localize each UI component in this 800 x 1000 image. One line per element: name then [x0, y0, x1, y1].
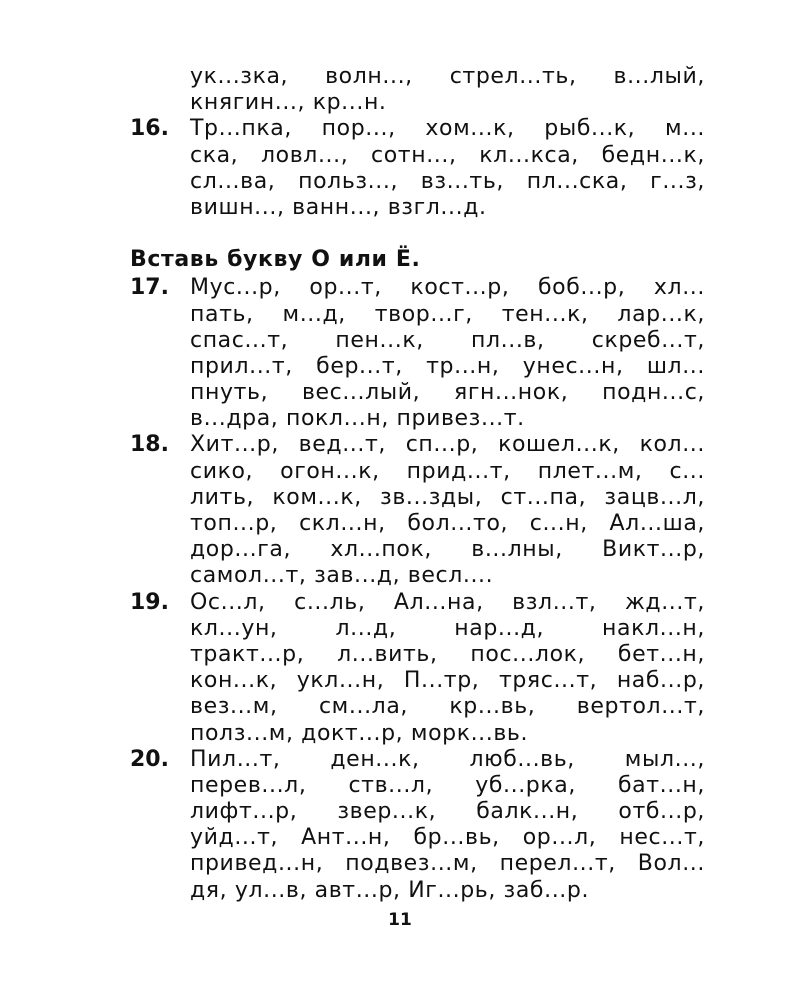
exercise-line: Хит...р, вед...т, сп...р, кошел...к, кол... [190, 432, 705, 458]
exercise-19 [130, 590, 705, 747]
exercise-line: лифт...р, звер...к, балк...н, отб...р, [190, 799, 705, 825]
workbook-page [130, 64, 705, 904]
exercise-line: Пил...т, ден...к, люб...вь, мыл..., [190, 746, 705, 772]
exercise-line: кл...ун, л...д, нар...д, накл...н, [190, 615, 705, 641]
exercise-line: княгин..., кр...н. [190, 90, 387, 116]
exercise-number: 18. [130, 432, 169, 458]
exercise-line: вишн..., ванн..., взгл...д. [190, 194, 487, 220]
exercise-18 [130, 432, 705, 589]
exercise-line: перев...л, ств...л, уб...рка, бат...н, [190, 772, 705, 798]
exercise-number: 20. [130, 746, 169, 772]
exercise-line: кон...к, укл...н, П...тр, тряс...т, наб...р, [190, 668, 705, 694]
exercise-line: пнуть, вес...лый, ягн...нок, подн...с, [190, 380, 705, 406]
exercise-line: уйд...т, Ант...н, бр...вь, ор...л, нес...т, [190, 825, 705, 851]
exercise-line: ук...зка, волн..., стрел...ть, в...лый, [190, 64, 705, 89]
page-number: 11 [388, 910, 412, 930]
exercise-16 [130, 116, 705, 221]
exercise-line: Ос...л, с...ль, Ал...на, взл...т, жд...т, [190, 589, 705, 615]
exercise-line: прил...т, бер...т, тр...н, унес...н, шл... [190, 353, 705, 379]
exercise-line: привед...н, подвез...м, перел...т, Вол... [190, 851, 705, 877]
exercise-number: 19. [130, 589, 169, 615]
exercise-line: Мус...р, ор...т, кост...р, боб...р, хл... [190, 275, 705, 301]
exercise-15-continuation [130, 64, 705, 116]
exercise-line: сл...ва, польз..., вз...ть, пл...ска, г...з, [190, 168, 705, 194]
exercise-20 [130, 747, 705, 904]
section-heading: Вставь букву О или Ё. [130, 247, 421, 273]
exercise-line: вез...м, см...ла, кр...вь, вертол...т, [190, 694, 705, 720]
exercise-line: дя, ул...в, авт...р, Иг...рь, заб...р. [190, 877, 590, 903]
exercise-line: в...дра, покл...н, привез...т. [190, 406, 525, 432]
exercise-line: самол...т, зав...д, весл.... [190, 563, 494, 589]
exercise-number: 16. [130, 116, 169, 142]
exercise-17 [130, 275, 705, 432]
exercise-line: спас...т, пен...к, пл...в, скреб...т, [190, 327, 705, 353]
exercise-line: сико, огон...к, прид...т, плет...м, с... [190, 458, 705, 484]
exercise-line: дор...га, хл...пок, в...лны, Викт...р, [190, 537, 705, 563]
exercise-line: лить, ком...к, зв...зды, ст...па, зацв...л, [190, 484, 705, 510]
exercise-line: ска, ловл..., сотн..., кл...кса, бедн...к, [190, 142, 705, 168]
exercise-line: пать, м...д, твор...г, тен...к, лар...к, [190, 301, 705, 327]
exercise-line: полз...м, докт...р, морк...вь. [190, 720, 529, 746]
exercise-line: тракт...р, л...вить, пос...лок, бет...н, [190, 641, 705, 667]
exercise-number: 17. [130, 275, 169, 301]
exercise-line: Тр...пка, пор..., хом...к, рыб...к, м... [190, 116, 705, 142]
exercise-line: топ...р, скл...н, бол...то, с...н, Ал...ша, [190, 511, 705, 537]
